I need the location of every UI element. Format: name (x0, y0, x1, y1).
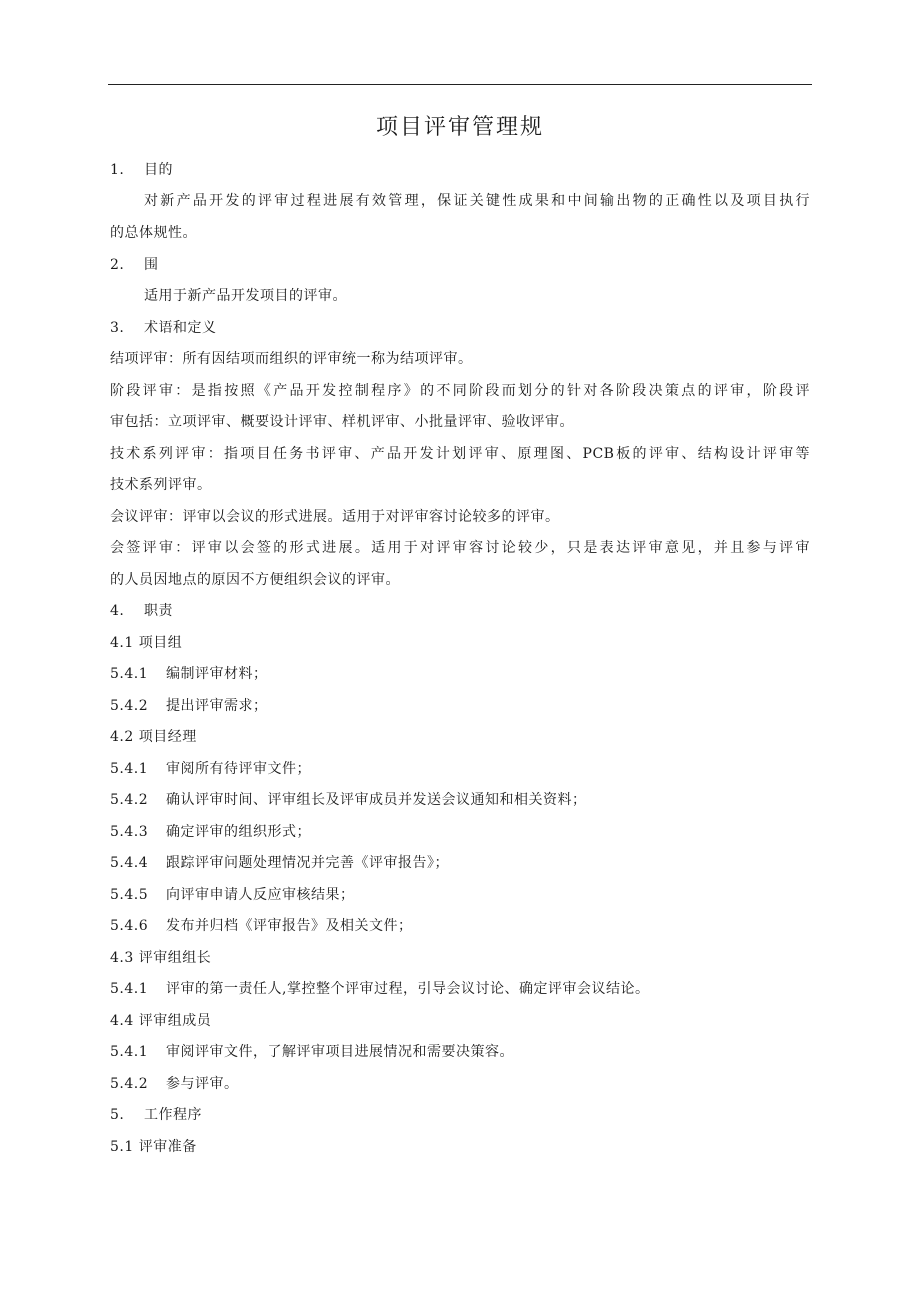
section-1-paragraph-line-1: 对新产品开发的评审过程进展有效管理，保证关键性成果和中间输出物的正确性以及项目执行 (144, 193, 810, 209)
list-item: 5.4.1 审阅评审文件，了解评审项目进展情况和需要决策容。 (110, 1044, 514, 1060)
definition-phase-review-line-1: 阶段评审：是指按照《产品开发控制程序》的不同阶段而划分的针对各阶段决策点的评审，阶段评 (110, 383, 810, 399)
document-title: 项目评审管理规 (375, 115, 544, 140)
section-2-heading: 2. 围 (110, 257, 159, 273)
list-item: 5.4.2 参与评审。 (110, 1076, 239, 1092)
section-2-paragraph: 适用于新产品开发项目的评审。 (144, 288, 347, 304)
definition-phase-review-line-2: 审包括：立项评审、概要设计评审、样机评审、小批量评审、验收评审。 (110, 414, 574, 430)
definition-closing-review: 结项评审：所有因结项而组织的评审统一称为结项评审。 (110, 351, 473, 367)
definition-tech-review-line-1: 技术系列评审：指项目任务书评审、产品开发计划评审、原理图、PCB板的评审、结构设计评审等 (110, 446, 810, 462)
list-item: 5.4.5 向评审申请人反应审核结果； (110, 887, 355, 903)
list-item: 5.4.1 编制评审材料； (110, 666, 268, 682)
section-1-heading: 1. 目的 (110, 162, 173, 178)
subsection-5-1-heading: 5.1 评审准备 (110, 1139, 197, 1155)
subsection-4-2-heading: 4.2 项目经理 (110, 729, 197, 745)
section-3-heading: 3. 术语和定义 (110, 320, 217, 336)
list-item: 5.4.4 跟踪评审问题处理情况并完善《评审报告》； (110, 855, 449, 871)
definition-countersign-review-line-2: 的人员因地点的原因不方便组织会议的评审。 (110, 572, 400, 588)
list-item: 5.4.1 评审的第一责任人,掌控整个评审过程，引导会议讨论、确定评审会议结论。 (110, 981, 650, 997)
definition-tech-review-line-2: 技术系列评审。 (110, 477, 212, 493)
subsection-4-1-heading: 4.1 项目组 (110, 635, 183, 651)
list-item: 5.4.3 确定评审的组织形式； (110, 824, 311, 840)
definition-meeting-review: 会议评审：评审以会议的形式进展。适用于对评审容讨论较多的评审。 (110, 509, 560, 525)
header-rule (108, 84, 812, 85)
section-4-heading: 4. 职责 (110, 603, 173, 619)
list-item: 5.4.2 确认评审时间、评审组长及评审成员并发送会议通知和相关资料； (110, 792, 587, 808)
list-item: 5.4.2 提出评审需求； (110, 698, 268, 714)
list-item: 5.4.6 发布并归档《评审报告》及相关文件； (110, 918, 413, 934)
list-item: 5.4.1 审阅所有待评审文件； (110, 761, 311, 777)
subsection-4-4-heading: 4.4 评审组成员 (110, 1013, 212, 1029)
definition-countersign-review-line-1: 会签评审：评审以会签的形式进展。适用于对评审容讨论较少，只是表达评审意见，并且参与评审 (110, 540, 810, 556)
subsection-4-3-heading: 4.3 评审组组长 (110, 950, 212, 966)
section-1-paragraph-line-2: 的总体规性。 (110, 225, 197, 241)
section-5-heading: 5. 工作程序 (110, 1107, 202, 1123)
